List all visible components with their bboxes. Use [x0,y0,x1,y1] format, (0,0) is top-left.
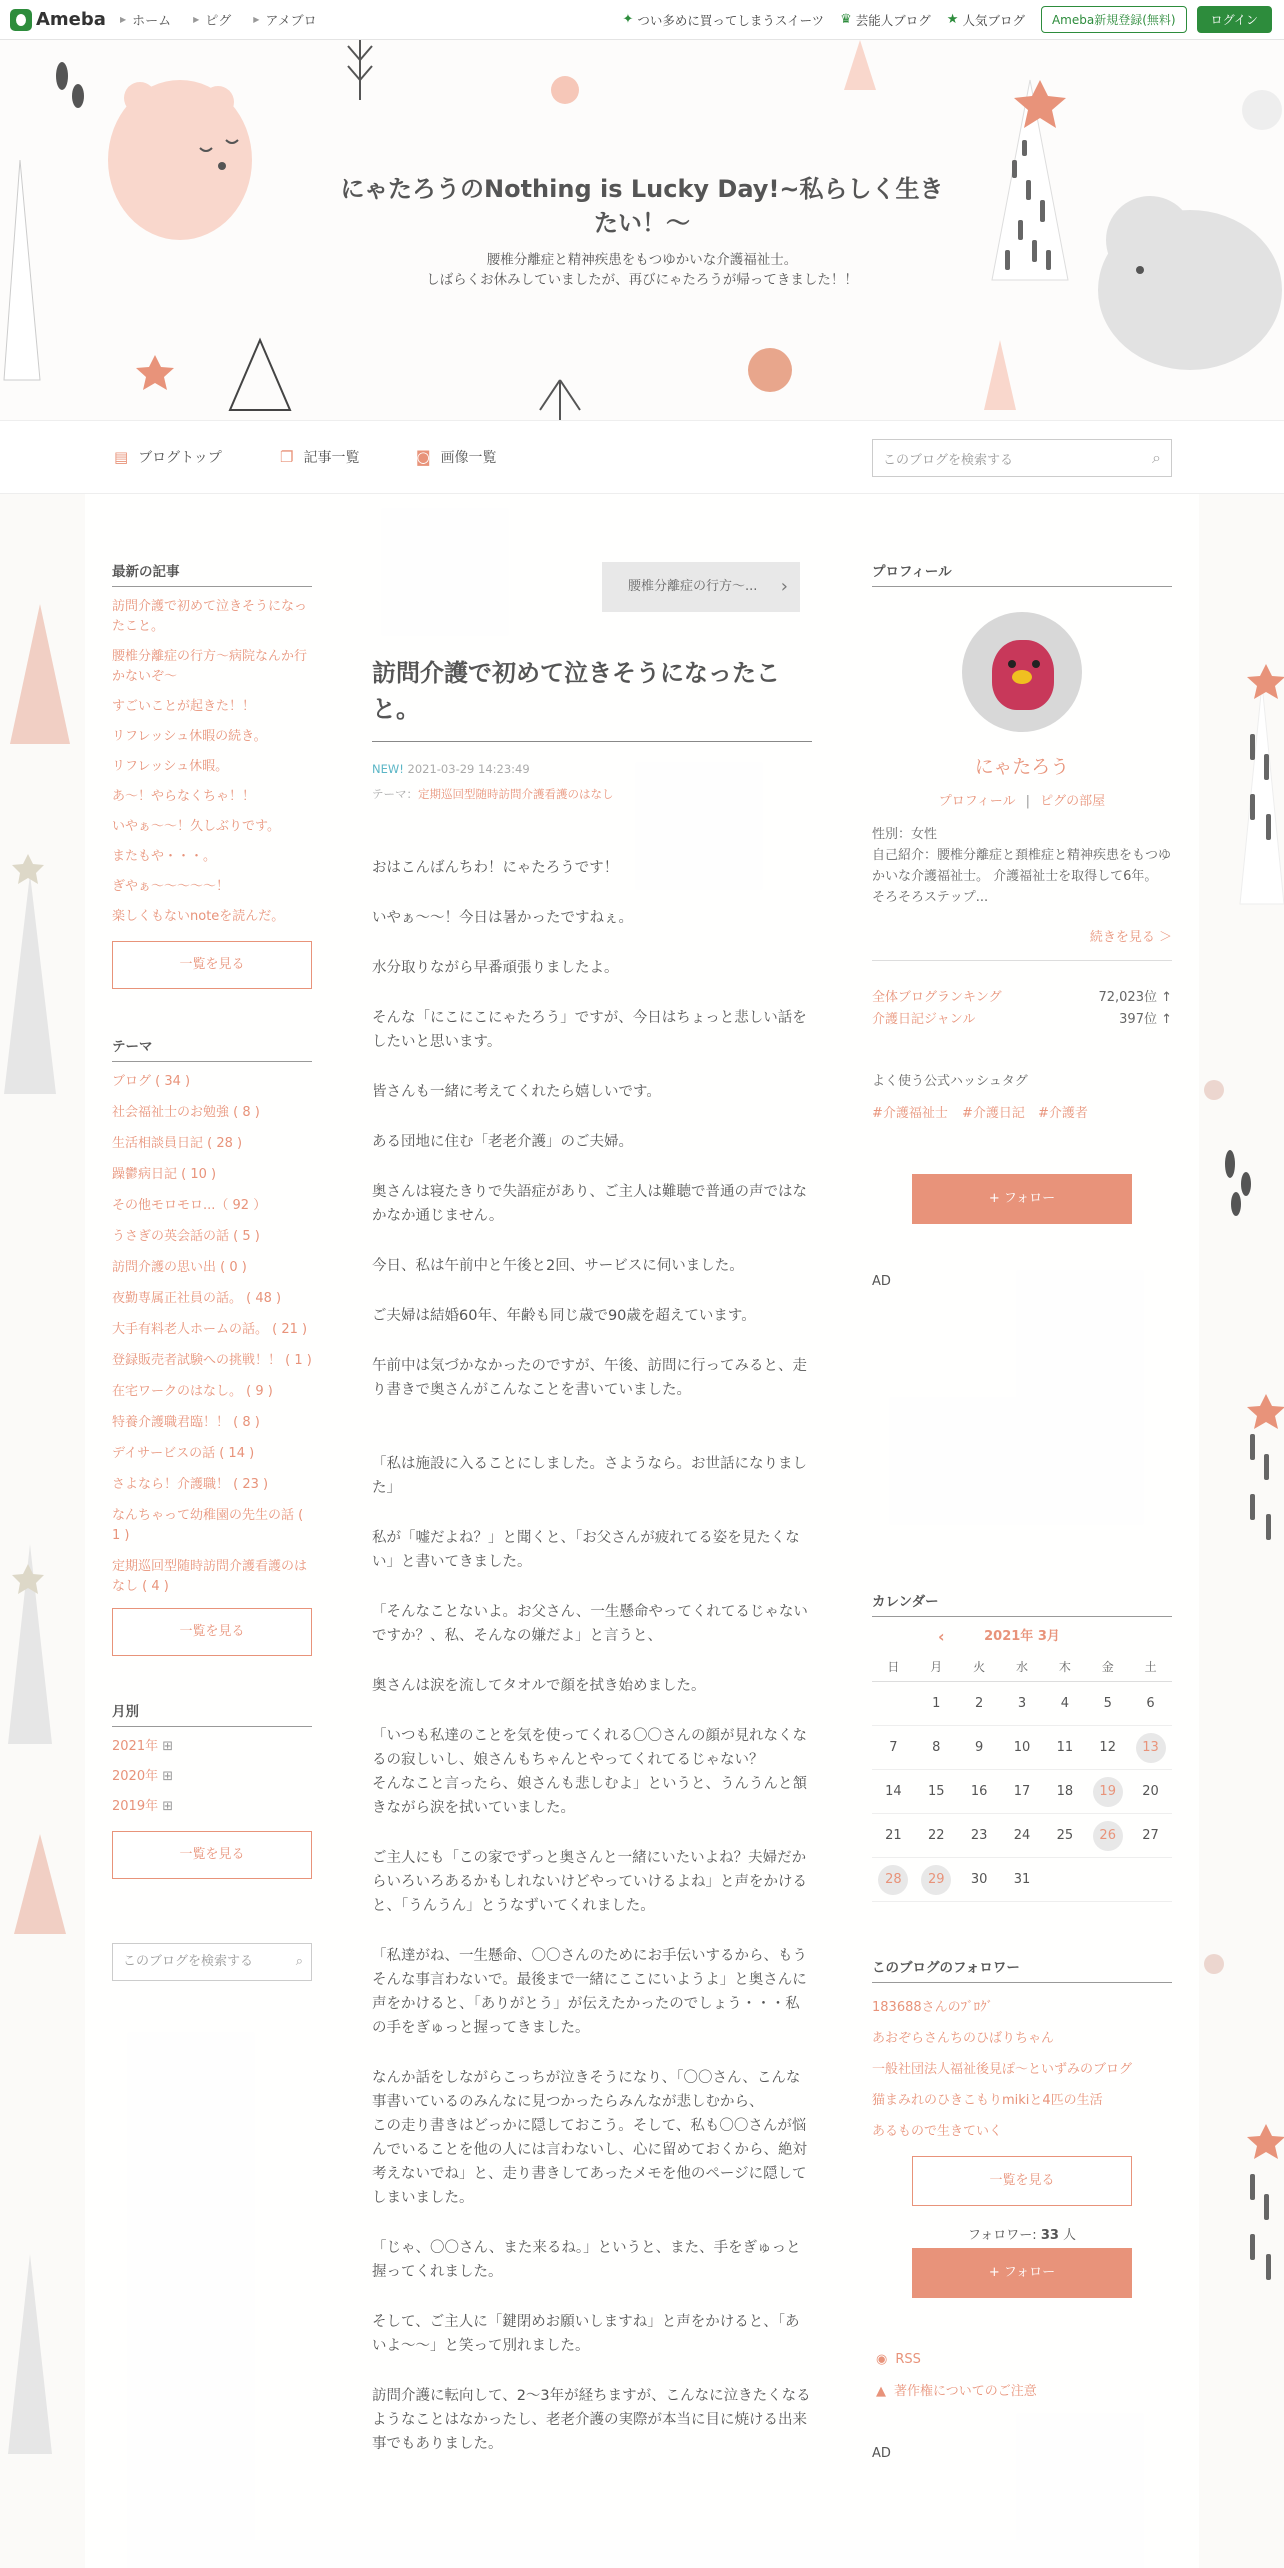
calendar-day [1001,1858,1044,1902]
recent-entry[interactable]: すごいことが起きた！！ [112,699,256,714]
recent-entry[interactable]: 訪問介護で初めて泣きそうになったこと。 [112,599,308,634]
calendar-day [958,1770,1001,1814]
rss-link[interactable]: ◉ RSS [876,2352,921,2367]
calendar-day-number: 9 [974,1739,984,1755]
profile-links [872,790,1172,809]
calendar-day-number: 22 [927,1827,945,1843]
pig-room-link[interactable]: ピグの部屋 [1040,794,1106,809]
calendar-day-number: 18 [1056,1783,1074,1799]
nav-pigg[interactable]: ▶ ピグ [193,14,232,29]
global-nav [120,10,339,29]
entry-theme-link[interactable]: 定期巡回型随時訪問介護看護のはなし [418,787,614,801]
hashtag-link[interactable]: #介護日記 [962,1106,1025,1121]
follow-button-bottom[interactable]: + フォロー [912,2248,1132,2298]
profile-link[interactable]: プロフィール [938,794,1016,809]
calendar-day-number: 24 [1013,1827,1031,1843]
calendar-day-number: 13 [1136,1733,1166,1763]
follower-count: フォロワー: 33 人 [967,2228,1077,2243]
weekday-label: 金 [1086,1652,1129,1682]
calendar-day [958,1682,1001,1726]
document-icon: ▤ [114,448,129,466]
entry-paragraph: 「私達がね、一生懸命、〇〇さんのためにお手伝いするから、もうそんな事言わないで。最後まで一緒にここにいようよ」と奥さんに声をかけると、「ありがとう」が伝えたかったのでしょう・・・私の手をぎゅっと握ってきました。 [372,1948,807,2036]
calendar-month: 2021年 3月 [984,1629,1060,1644]
avatar-eye [1032,660,1040,668]
follower-link[interactable]: あおぞらさんちのひばりちゃん [872,2031,1055,2046]
calendar-day-number: 14 [885,1783,902,1799]
weekday-label: 日 [872,1652,915,1682]
calendar-day-number: 17 [1013,1783,1031,1799]
monthly-list [112,1737,312,1817]
calendar-day[interactable] [1129,1726,1172,1770]
nav-blog-top[interactable]: ▤ ブログトップ [114,448,222,466]
calendar-day[interactable] [1086,1770,1129,1814]
nav-ameblo[interactable]: ▶ アメブロ [253,14,317,29]
calendar [872,1622,1172,1902]
calendar-day-number: 3 [1017,1695,1027,1711]
theme-item[interactable]: 躁鬱病日記 ( 10 ) [112,1167,217,1182]
recent-entry[interactable]: あ〜！やらなくちゃ！！ [112,789,256,804]
calendar-day [915,1770,958,1814]
register-button[interactable]: Ameba新規登録(無料) [1041,6,1187,33]
calendar-day-number: 4 [1060,1695,1069,1711]
genre-ranking: 介護日記ジャンル 397位 ↑ [872,1012,1172,1027]
theme-item[interactable]: なんちゃって幼稚園の先生の話 ( 1 ) [112,1508,304,1543]
theme-heading: テーマ [112,1035,312,1062]
entry-paragraph: 「そんなことないよ。お父さん、一生懸命やってくれてるじゃないですか？、私、そんなの嫌だよ」と言うと、 [372,1604,808,1644]
recent-entry[interactable]: 腰椎分離症の行方〜病院なんか行かないぞ〜 [112,649,308,684]
ameba-logo-icon [10,9,32,31]
nav-image-list[interactable]: ◙ 画像一覧 [416,448,497,466]
avatar[interactable] [962,612,1082,732]
calendar-day-number [1136,1865,1166,1895]
entry-paragraph: 訪問介護に転向して、2〜3年が経ちますが、こんなに泣きたくなるようなことはなかったし、老老介護の実際が本当に目に焼ける出来事でもありました。 [372,2388,811,2452]
entry-meta [372,762,530,776]
month-item[interactable]: 2019年 ⊞ [112,1799,174,1814]
calendar-day [1129,1858,1172,1902]
entry-body [372,856,812,2482]
calendar-day-number: 12 [1099,1739,1116,1755]
monthly-more-button[interactable]: 一覧を見る [112,1831,312,1879]
calendar-day [958,1814,1001,1858]
month-item[interactable]: 2021年 ⊞ [112,1739,174,1754]
blog-description: 腰椎分離症と精神疾患をもつゆかいな介護福祉士。 しばらくお休みしていましたが、再びにゃたろうが帰ってきました！！ [426,252,858,288]
recent-entry[interactable]: いやぁ〜〜！久しぶりです。 [112,819,280,834]
recent-entries-list [112,597,312,927]
separator: | [1025,794,1031,809]
calendar-day-number [1093,1865,1123,1895]
calendar-day [1043,1814,1086,1858]
ad-label-bottom: AD [872,2446,891,2461]
calendar-day-number: 10 [1013,1739,1031,1755]
calendar-day [915,1814,958,1858]
entry-paragraph: 「いつも私達のことを気を使ってくれる〇〇さんの顔が見れなくなるの寂しいし、娘さんもちゃんとやってくれてるじゃない？ そんなこと言ったら、娘さんも悲しむよ」というと、うんうんと頷きながら涙を拭いていました。 [372,1728,807,1816]
nav-home[interactable]: ▶ ホーム [119,14,172,29]
entry-paragraph: 水分取りながら早番頑張りましたよ。 [372,960,619,976]
chevron-right-icon: › [780,576,788,597]
theme-item[interactable]: デイサービスの話 ( 14 ) [112,1446,255,1461]
read-more-link[interactable]: 続きを見る ＞ [1089,930,1172,945]
profile-name[interactable]: にゃたろう [974,756,1070,778]
calendar-day [1129,1770,1172,1814]
calendar-day [958,1858,1001,1902]
calendar-day-number: 21 [885,1827,902,1843]
follower-link[interactable]: 一般社団法人福祉後見ぽ〜といずみのブログ [872,2062,1133,2077]
celebrity-blog-link[interactable]: ♛ 芸能人ブログ [840,12,931,28]
follower-link[interactable]: 猫まみれのひきこもりmikiと4匹の生活 [872,2093,1103,2108]
calendar-day [915,1726,958,1770]
blog-title[interactable]: にゃたろうのNothing is Lucky Day!~私らしく生きたい！〜 [340,175,944,237]
warning-icon: ▲ [876,2384,886,2399]
recent-entry[interactable]: 楽しくもないnoteを読んだ。 [112,909,285,924]
follow-button[interactable]: + フォロー [912,1174,1132,1224]
entry-paragraph: 午前中は気づかなかったのですが、午後、訪問に行ってみると、走り書きで奥さんがこんなことを書いていました。 [372,1358,807,1398]
calendar-day-number: 26 [1093,1821,1123,1851]
calendar-day-number: 5 [1103,1695,1112,1711]
sidebar-search-input[interactable]: このブログを検索する ⌕ [112,1943,312,1981]
hashtag-heading: よく使う公式ハッシュタグ [872,1074,1028,1089]
calendar-day-number: 1 [932,1695,941,1711]
sparkle-icon: ✦ [622,12,634,27]
sweets-link[interactable]: ✦ つい多めに買ってしまうスイーツ [622,12,825,28]
calendar-day [1001,1682,1044,1726]
overall-ranking: 全体ブログランキング 72,023位 ↑ [872,990,1172,1005]
month-item[interactable]: 2020年 ⊞ [112,1769,174,1784]
rss-icon: ◉ [876,2352,888,2367]
entry-theme: テーマ：定期巡回型随時訪問介護看護のはなし [372,787,614,801]
calendar-day-number: 27 [1142,1827,1159,1843]
calendar-day-number: 11 [1056,1739,1074,1755]
calendar-day-number [1050,1865,1080,1895]
calendar-day-number: 2 [974,1695,984,1711]
monthly-heading: 月別 [112,1700,312,1727]
recent-more-button[interactable]: 一覧を見る [112,941,312,989]
divider [872,960,1172,961]
profile-text: 性別：女性 自己紹介：腰椎分離症と頚椎症と精神疾患をもつゆかいな介護福祉士。 介護福祉士を取得して6年。 そろそろステップ... [872,827,1172,905]
calendar-day [1086,1682,1129,1726]
calendar-day-number: 29 [921,1865,951,1895]
calendar-day [915,1682,958,1726]
theme-item[interactable]: さよなら！介護職！ ( 23 ) [112,1477,269,1492]
calendar-day-number: 16 [970,1783,988,1799]
search-icon[interactable]: ⌕ [1152,448,1161,467]
calendar-day-number: 25 [1056,1827,1074,1843]
theme-item[interactable]: うさぎの英会話の話 ( 5 ) [112,1229,260,1244]
follower-link[interactable]: 183688さんのﾌﾞﾛｸﾞ [872,2000,994,2015]
calendar-day-number: 19 [1093,1777,1123,1807]
popular-blog-link[interactable]: ★ 人気ブログ [946,12,1025,28]
search-icon[interactable]: ⌕ [295,1954,303,1969]
entry-paragraph: いやぁ〜〜！今日は暑かったですねぇ。 [372,910,633,926]
entry-paragraph: 皆さんも一緒に考えてくれたら嬉しいです。 [372,1084,661,1100]
nav-entry-list[interactable]: ❐ 記事一覧 [280,448,360,466]
calendar-day [872,1726,915,1770]
calendar-day-number: 30 [970,1871,988,1887]
calendar-day [1129,1682,1172,1726]
recent-entry[interactable]: リフレッシュ休暇。 [112,759,229,774]
theme-item[interactable]: 定期巡回型随時訪問介護看護のはなし ( 4 ) [112,1559,308,1594]
calendar-day-number: 20 [1142,1783,1159,1799]
global-header [0,0,1284,40]
calendar-heading: カレンダー [872,1590,1172,1617]
recent-entry[interactable]: リフレッシュ休暇の続き。 [112,729,267,744]
new-badge: NEW! [372,762,404,776]
calendar-day-number: 8 [932,1739,941,1755]
hashtag-link[interactable]: #介護福祉士 [872,1106,948,1121]
entry-paragraph: 奥さんは寝たきりで失語症があり、ご主人は難聴で普通の声ではなかなか通じません。 [372,1184,807,1224]
theme-item[interactable]: 夜勤専属正社員の話。 ( 48 ) [112,1291,282,1306]
weekday-label: 木 [1043,1652,1086,1682]
left-sidebar [112,560,312,1981]
entry-paragraph: ご主人にも「この家でずっと奥さんと一緒にいたいよね？夫婦だからいろいろあるかもしれないけどやっていけるよね」と声をかけると、「うんうん」とうなずいてくれました。 [372,1850,807,1914]
calendar-day [1043,1858,1086,1902]
entry-paragraph: 「私は施設に入ることにしました。さようなら。お世話になりました」 [372,1456,807,1496]
calendar-day [1129,1814,1172,1858]
login-button[interactable]: ログイン [1197,6,1272,33]
triangle-right-icon: ▶ [253,15,260,24]
calendar-day-number: 7 [889,1739,898,1755]
calendar-day [1086,1858,1129,1902]
calendar-day [872,1770,915,1814]
entry-paragraph: なんか話をしながらこっちが泣きそうになり、「〇〇さん、こんな事書いているのみんなに見つかったらみんなが悲しむから、 この走り書きはどっかに隠しておこう。そして、私も〇〇さんが悩んでいることを他の人には言わないし、心に留めておくから、絶対考えないでね」と、走り書きしてあったメモを他のページに隠してしまいました。 [372,2070,807,2206]
calendar-day [958,1726,1001,1770]
header-right-nav [622,6,1284,33]
weekday-label: 水 [1001,1652,1044,1682]
theme-more-button[interactable]: 一覧を見る [112,1608,312,1656]
calendar-grid [872,1652,1172,1902]
followers-more-button[interactable]: 一覧を見る [912,2156,1132,2206]
avatar-beak [1012,670,1032,684]
triangle-right-icon: ▶ [119,15,127,24]
entry-title[interactable]: 訪問介護で初めて泣きそうになったこと。 [372,655,812,742]
weekday-label: 土 [1129,1652,1172,1682]
entry-paragraph: ご夫婦は結婚60年、年齢も同じ歳で90歳を超えています。 [372,1308,756,1324]
calendar-day [1086,1726,1129,1770]
blog-nav [0,420,1284,494]
theme-item[interactable]: 大手有料老人ホームの話。 ( 21 ) [112,1322,308,1337]
calendar-day [1043,1770,1086,1814]
entry-paragraph: 「じゃ、〇〇さん、また来るね。」というと、また、手をぎゅっと握ってくれました。 [372,2240,801,2280]
theme-list [112,1072,312,1597]
follower-link[interactable]: あるもので生きていく [872,2124,1003,2139]
entry-paragraph: ある団地に住む「老老介護」のご夫婦。 [372,1134,633,1150]
calendar-day-number: 28 [878,1865,908,1895]
prev-entry-button[interactable]: 腰椎分離症の行方〜... › [602,562,800,612]
calendar-day [1043,1682,1086,1726]
weekday-label: 月 [915,1652,958,1682]
blog-header [0,40,1284,420]
calendar-day [1001,1814,1044,1858]
triangle-right-icon: ▶ [193,15,200,24]
calendar-day [1001,1770,1044,1814]
followers-heading: このブログのフォロワー [872,1956,1172,1983]
theme-item[interactable]: ブログ ( 34 ) [112,1074,191,1089]
calendar-day-number: 31 [1013,1871,1031,1887]
profile-heading: プロフィール [872,560,1172,587]
entry-paragraph: 奥さんは涙を流してタオルで顔を拭き始めました。 [372,1678,706,1694]
calendar-day-number: 6 [1146,1695,1155,1711]
expand-plus-icon[interactable]: ⊞ [158,1769,174,1784]
theme-item[interactable]: 特養介護職君臨！！ ( 8 ) [112,1415,260,1430]
expand-plus-icon[interactable]: ⊞ [158,1799,174,1814]
chevron-left-icon[interactable]: ‹ [938,1627,945,1646]
ameba-logo[interactable]: Ameba [10,9,106,31]
star-icon: ★ [946,12,959,27]
calendar-day [1043,1726,1086,1770]
overall-ranking-link[interactable]: 全体ブログランキング [872,990,1002,1005]
entry-paragraph: 今日、私は午前中と午後と2回、サービスに伺いました。 [372,1258,744,1274]
blog-search-input[interactable]: このブログを検索する ⌕ [872,439,1172,477]
calendar-day-number: 15 [927,1783,945,1799]
theme-item[interactable]: 在宅ワークのはなし。 ( 9 ) [112,1384,273,1399]
avatar-eye [1008,660,1016,668]
recent-entry[interactable]: ぎやぁ〜〜〜〜〜！ [112,879,230,894]
theme-item[interactable]: 登録販売者試験への挑戦！！ ( 1 ) [112,1353,312,1368]
copyright-notice-link[interactable]: ▲ 著作権についてのご注意 [876,2384,1037,2399]
calendar-day[interactable] [872,1858,915,1902]
entry-paragraph: そして、ご主人に「鍵閉めお願いしますね」と声をかけると、「あいよ〜〜」と笑って別れました。 [372,2314,800,2354]
ad-label: AD [872,1274,891,1289]
entry-paragraph: 私が「嘘だよね？」と聞くと、「お父さんが疲れてる姿を見たくない」と書いてきました。 [372,1530,800,1570]
theme-item[interactable]: 生活相談員日記 ( 28 ) [112,1136,243,1151]
entry-paragraph: おはこんばんちわ！にゃたろうです！ [372,860,619,876]
expand-plus-icon[interactable]: ⊞ [158,1739,174,1754]
calendar-day-number [878,1689,908,1719]
weekday-label: 火 [958,1652,1001,1682]
recent-entry[interactable]: またもや・・・。 [112,849,217,864]
theme-item[interactable]: 訪問介護の思い出 ( 0 ) [112,1260,247,1275]
theme-item[interactable]: その他モロモロ...（ 92 ） [112,1198,267,1213]
calendar-day [1001,1726,1044,1770]
entry-paragraph: そんな「にこにこにゃたろう」ですが、今日はちょっと悲しい話をしたいと思います。 [372,1010,807,1050]
calendar-header [872,1622,1172,1652]
calendar-day [872,1814,915,1858]
entry-date: 2021-03-29 14:23:49 [407,762,530,776]
calendar-day-number: 23 [970,1827,988,1843]
calendar-day[interactable] [1086,1814,1129,1858]
camera-icon: ◙ [416,448,431,466]
crown-icon: ♛ [840,12,852,27]
genre-ranking-link[interactable]: 介護日記ジャンル [872,1012,976,1027]
recent-entries-heading: 最新の記事 [112,560,312,587]
theme-item[interactable]: 社会福祉士のお勉強 ( 8 ) [112,1105,260,1120]
calendar-day[interactable] [915,1858,958,1902]
hashtag-link[interactable]: #介護者 [1038,1106,1088,1121]
calendar-day [872,1682,915,1726]
pages-icon: ❐ [280,448,294,466]
